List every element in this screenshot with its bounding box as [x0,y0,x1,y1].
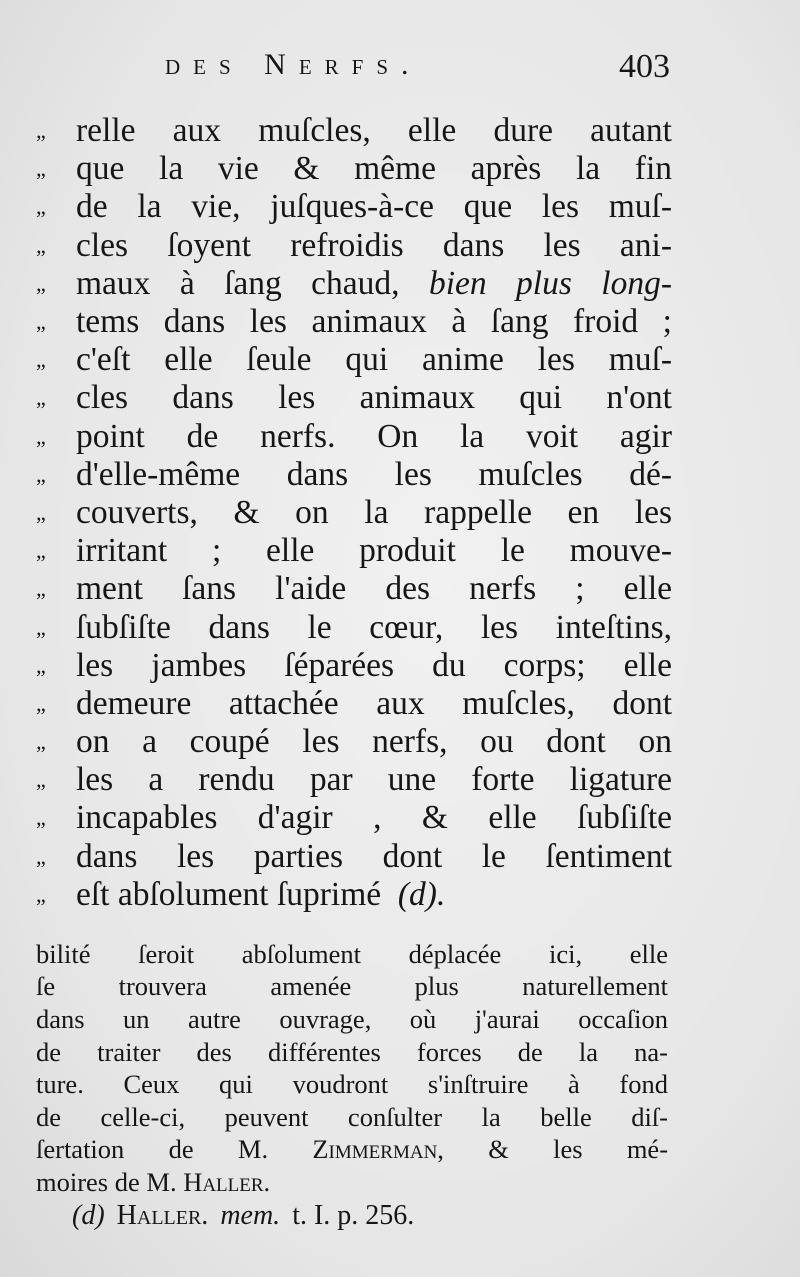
italic-phrase: bien plus long- [428,264,672,302]
line-text: cles dans les animaux qui n'ont [76,379,672,417]
line-text: couverts, & on la rappelle en les [76,493,672,531]
quote-mark: „ [36,423,46,449]
text-line [36,112,672,150]
note-text: de traiter des différentes forces de la na- [36,1036,668,1067]
quote-mark: „ [36,843,46,869]
page-header [165,48,670,96]
line-text: dans les parties dont le ſentiment [76,837,672,875]
line-text [76,265,672,303]
text-line [36,265,672,303]
quote-mark: „ [36,805,46,831]
quote-mark: „ [36,194,46,220]
text-line [36,647,672,685]
line-text: cles ſoyent refroidis dans les ani- [76,226,672,264]
quote-mark: „ [36,499,46,525]
text-line [36,532,672,570]
quote-mark: „ [36,309,46,335]
text-line [36,838,672,876]
quote-mark: „ [36,614,46,640]
footnote-author: Haller. [116,1200,209,1231]
quote-mark: „ [36,576,46,602]
note-text-start: ſertation de M. [36,1134,269,1165]
note-line [36,1166,668,1199]
line-text: les jambes ſéparées du corps; elle [76,646,672,684]
line-text: irritant ; elle produit le mouve- [76,532,672,570]
note-text: de celle-ci, peuvent conſulter la belle diſ- [36,1101,668,1132]
line-text-roman: maux à ſang chaud, [76,264,400,302]
note-line [36,1068,668,1101]
page-number: 403 [619,48,670,85]
quote-mark: „ [36,690,46,716]
footnote-reference-text: t. I. p. 256. [292,1200,415,1231]
note-text: dans un autre ouvrage, où j'aurai occaſion [36,1003,668,1034]
note-text: ſe trouvera amenée plus naturellement [36,971,668,1002]
text-line [36,570,672,608]
text-line [36,341,672,379]
quote-mark: „ [36,652,46,678]
text-line [36,494,672,532]
line-text-italic: tems dans les animaux à ſang froid ; [76,303,672,341]
note-text-start: moires de M. [36,1166,177,1197]
line-text: de la vie, juſques-à-ce que les muſ- [76,188,672,226]
note-line [36,1003,668,1036]
text-line [36,723,672,761]
note-text-end: , & les mé- [437,1134,668,1165]
footnote-marker: (d) [72,1200,105,1231]
quote-mark: „ [36,461,46,487]
note-text: ture. Ceux qui voudront s'inſtruire à fond [36,1069,668,1100]
text-line [36,303,672,341]
running-title: des Nerfs. [165,48,422,81]
line-text: d'elle-même dans les muſcles dé- [76,455,672,493]
quote-mark: „ [36,232,46,258]
text-line [36,799,672,837]
text-line [36,761,672,799]
note-line [36,1101,668,1134]
text-line [36,188,672,226]
line-text-roman: eſt abſolument ſuprimé [76,875,382,913]
quote-mark: „ [36,729,46,755]
footnote-reference: (d). [397,875,446,913]
quote-mark: „ [36,156,46,182]
note-line [36,971,668,1004]
text-line [36,379,672,417]
note-text [36,1167,668,1198]
line-text: point de nerfs. On la voit agir [76,417,672,455]
line-text: ment ſans l'aide des nerfs ; elle [76,570,672,608]
author-name: Haller. [183,1166,271,1197]
note-line [36,938,668,971]
quote-mark: „ [36,270,46,296]
text-line [36,456,672,494]
quote-mark: „ [36,767,46,793]
footnote-abbrev: mem. [220,1200,281,1231]
text-line [36,876,672,914]
text-line [36,418,672,456]
note-line [36,1036,668,1069]
line-text: c'eſt elle ſeule qui anime les muſ- [76,341,672,379]
quote-mark: „ [36,881,46,907]
line-text: demeure attachée aux muſcles, dont [76,684,672,722]
line-text: relle aux muſcles, elle dure autant [76,112,672,150]
line-text: les a rendu par une forte ligature [76,761,672,799]
line-text: on a coupé les nerfs, ou dont on [76,723,672,761]
text-line [36,227,672,265]
author-name: Zimmerman [312,1134,438,1165]
quote-mark: „ [36,347,46,373]
line-text [76,876,672,914]
line-text: ſubſiſte dans le cœur, les inteſtins, [76,608,672,646]
main-text [36,112,672,914]
text-line [36,685,672,723]
note-continuation [36,938,668,1199]
line-text: incapables d'agir , & elle ſubſiſte [76,799,672,837]
quote-mark: „ [36,385,46,411]
line-text: que la vie & même après la fin [76,150,672,188]
footnote [72,1196,652,1236]
text-line [36,150,672,188]
note-line [36,1134,668,1167]
quote-mark: „ [36,538,46,564]
text-line [36,608,672,646]
quote-mark: „ [36,118,46,144]
note-text: bilité ſeroit abſolument déplacée ici, elle [36,938,668,969]
note-text [36,1134,668,1165]
